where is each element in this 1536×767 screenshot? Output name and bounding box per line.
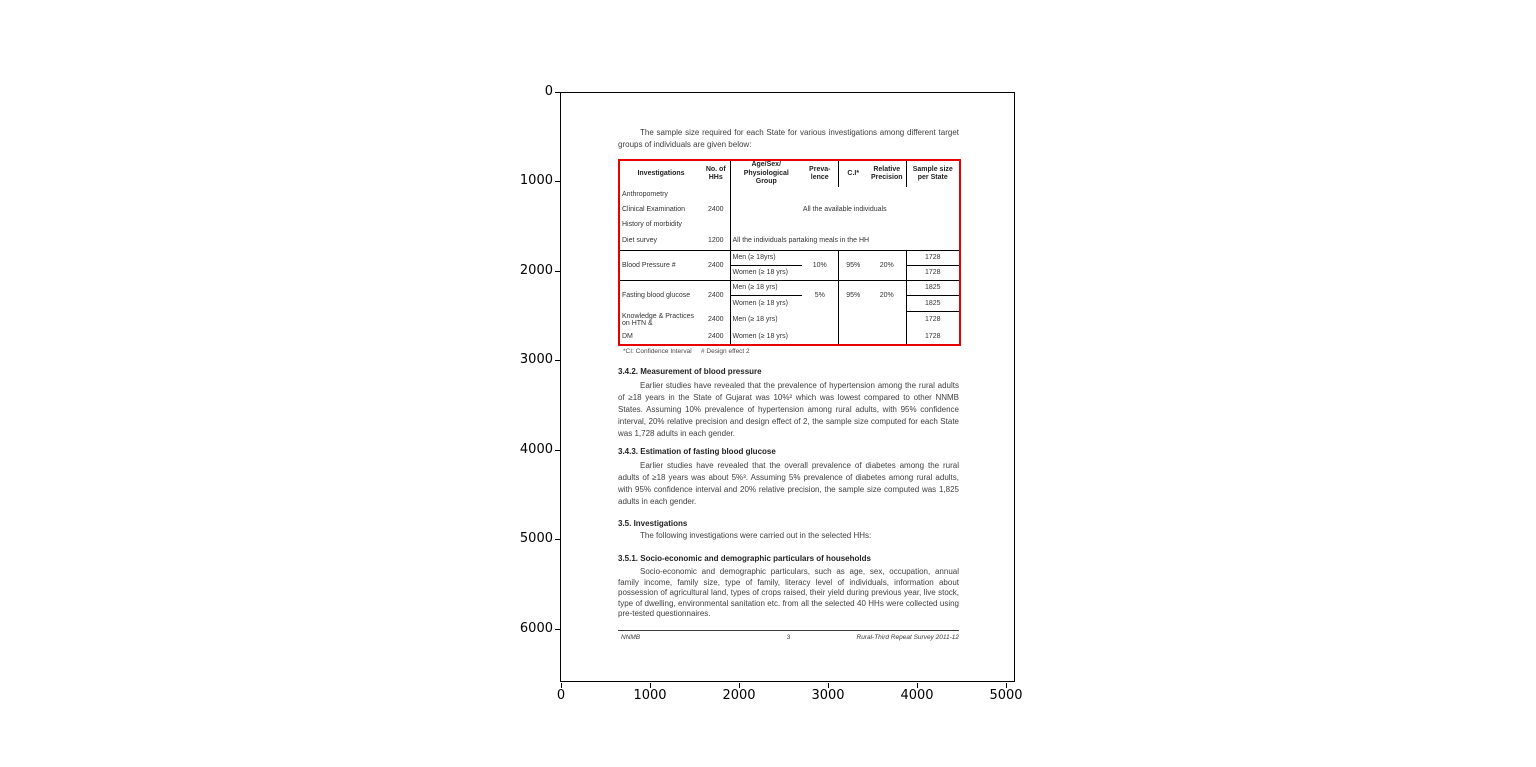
cell-investigation: DM bbox=[622, 332, 633, 340]
x-axis-tick-label: 3000 bbox=[811, 688, 845, 703]
cell-hhs: 2400 bbox=[707, 332, 724, 340]
table-header-row bbox=[619, 160, 960, 187]
cell-hhs: 1200 bbox=[707, 237, 724, 245]
y-axis-tick-label: 3000 bbox=[519, 352, 553, 367]
section-heading-3-4-2: 3.4.2. Measurement of blood pressure bbox=[618, 367, 762, 376]
section-body-3-5-1: Socio-economic and demographic particulars, such as age, sex, occupation, annual family income, family size, type of family, literacy level of individuals, information about possession of agricultural land, types of crops raised, their yield during previous year, live stock, type of dwelling, environmental sanitation etc. from all the selected 40 HHs were collected using pre-tested questionnaires. bbox=[618, 567, 959, 618]
cell-empty bbox=[802, 328, 838, 345]
cell-investigation: Anthropometry bbox=[622, 191, 668, 198]
header-ci: C.I* bbox=[838, 160, 868, 187]
cell-investigation: Blood Pressure # bbox=[619, 250, 702, 280]
y-axis-tick-label: 2000 bbox=[519, 263, 553, 278]
header-sample-size: Sample size per State bbox=[906, 160, 960, 187]
table-row bbox=[619, 187, 960, 202]
footnote-design: # Design effect 2 bbox=[701, 348, 750, 355]
y-axis-tick-label: 0 bbox=[544, 84, 553, 99]
cell-group-women: Women (≥ 18 yrs) bbox=[730, 265, 802, 280]
cell-investigation: Fasting blood glucose bbox=[619, 280, 702, 311]
cell-sample-size: 1728 bbox=[906, 311, 960, 328]
cell-prevalence: 10% bbox=[802, 250, 838, 280]
x-axis-tick-label: 2000 bbox=[722, 688, 756, 703]
cell-sample-size: 1728 bbox=[906, 265, 960, 280]
x-axis-tick-mark bbox=[561, 683, 562, 688]
footer-right: Rural-Third Repeat Survey 2011-12 bbox=[856, 634, 959, 641]
cell-hhs: 2400 bbox=[702, 250, 730, 280]
header-relative-precision: Relative Precision bbox=[870, 165, 903, 181]
plot-area bbox=[560, 92, 1015, 682]
cell-empty bbox=[802, 311, 838, 328]
cell-group-women: Women (≥ 18 yrs) bbox=[730, 295, 802, 311]
x-axis-tick-mark bbox=[917, 683, 918, 688]
y-axis-tick-label: 4000 bbox=[519, 442, 553, 457]
cell-empty bbox=[838, 328, 868, 345]
cell-hhs bbox=[702, 217, 730, 232]
cell-empty bbox=[838, 311, 868, 328]
intro-paragraph: The sample size required for each State for various investigations among different target groups of individuals are given below: bbox=[618, 128, 959, 149]
x-axis-tick-label: 5000 bbox=[989, 688, 1023, 703]
x-axis-tick-mark bbox=[828, 683, 829, 688]
cell-relative-precision: 20% bbox=[868, 250, 906, 280]
header-prevalence: Preva- lence bbox=[809, 165, 831, 181]
cell-hhs: 2400 bbox=[707, 316, 724, 323]
cell-hhs: 2400 bbox=[707, 206, 724, 213]
cell-ci: 95% bbox=[838, 250, 868, 280]
cell-group-women: Women (≥ 18 yrs) bbox=[730, 328, 802, 345]
table-row-knowledge-men bbox=[619, 311, 960, 328]
y-axis-tick-label: 5000 bbox=[519, 531, 553, 546]
table-row bbox=[619, 232, 960, 250]
footer-rule bbox=[618, 630, 959, 631]
section-body-3-4-3: Earlier studies have revealed that the overall prevalence of diabetes among the rural adults of ≥18 years was about 5%³. Assuming 5% prevalence of diabetes among rural adults, with 95% confidence interval and 20% relative precision, the sample size computed was 1,825 adults in each gender. bbox=[618, 461, 959, 506]
x-axis-tick-label: 4000 bbox=[900, 688, 934, 703]
cell-investigation: Clinical Examination bbox=[622, 206, 686, 213]
section-heading-3-5: 3.5. Investigations bbox=[618, 519, 688, 528]
cell-hhs: 2400 bbox=[702, 280, 730, 311]
table-row-knowledge-women bbox=[619, 328, 960, 345]
cell-group-men: Men (≥ 18 yrs) bbox=[730, 311, 802, 328]
cell-prevalence: 5% bbox=[802, 280, 838, 311]
x-axis-tick-mark bbox=[739, 683, 740, 688]
cell-sample-size: 1825 bbox=[906, 280, 960, 295]
x-axis-tick-mark bbox=[1006, 683, 1007, 688]
section-body-3-5: The following investigations were carried out in the selected HHs: bbox=[640, 531, 872, 540]
table-row-blood-pressure-men bbox=[619, 250, 960, 265]
cell-all-available-individuals: All the available individuals bbox=[730, 187, 960, 232]
x-axis-tick-label: 0 bbox=[556, 688, 566, 703]
footnote-ci: *CI: Confidence Interval bbox=[623, 348, 692, 355]
header-investigations: Investigations bbox=[637, 169, 685, 177]
section-body-3-4-2: Earlier studies have revealed that the prevalence of hypertension among the rural adults of ≥18 years in the State of Gujarat was 10%² which was lowest compared to other NNMB States. Assuming 10% prevalence of hypertension among rural adults, with 95% confidence interval, 20% relative precision and design effect of 2, the sample size computed for each State was 1,728 adults in each gender. bbox=[618, 381, 959, 438]
cell-sample-size: 1825 bbox=[906, 295, 960, 311]
sample-size-table bbox=[618, 159, 961, 346]
section-heading-3-4-3: 3.4.3. Estimation of fasting blood glucose bbox=[618, 447, 776, 456]
x-axis-tick-mark bbox=[650, 683, 651, 688]
cell-empty bbox=[868, 328, 906, 345]
cell-group-men: Men (≥ 18yrs) bbox=[730, 250, 802, 265]
cell-investigation: History of morbidity bbox=[622, 221, 682, 228]
cell-relative-precision: 20% bbox=[868, 280, 906, 311]
header-age-sex-group: Age/Sex/ Physiological Group bbox=[730, 160, 802, 187]
cell-sample-size: 1728 bbox=[906, 328, 960, 345]
y-axis-tick-label: 1000 bbox=[519, 173, 553, 188]
cell-investigation: Knowledge & Practices on HTN & bbox=[622, 312, 694, 327]
y-axis-tick-label: 6000 bbox=[519, 621, 553, 636]
cell-investigation: Diet survey bbox=[622, 237, 658, 245]
section-heading-3-5-1: 3.5.1. Socio-economic and demographic particulars of households bbox=[618, 554, 871, 563]
table-row-fasting-glucose-men bbox=[619, 280, 960, 295]
header-no-of-hhs: No. of HHs bbox=[705, 165, 726, 181]
document-page bbox=[561, 93, 1016, 683]
cell-sample-size: 1728 bbox=[906, 250, 960, 265]
cell-ci: 95% bbox=[838, 280, 868, 311]
cell-empty bbox=[868, 311, 906, 328]
footer-left: NNMB bbox=[621, 634, 641, 641]
cell-hhs bbox=[702, 187, 730, 202]
x-axis-tick-label: 1000 bbox=[633, 688, 667, 703]
cell-partaking-meals: All the individuals partaking meals in the HH bbox=[730, 232, 960, 250]
footer-page-number: 3 bbox=[786, 634, 791, 641]
cell-group-men: Men (≥ 18 yrs) bbox=[730, 280, 802, 295]
